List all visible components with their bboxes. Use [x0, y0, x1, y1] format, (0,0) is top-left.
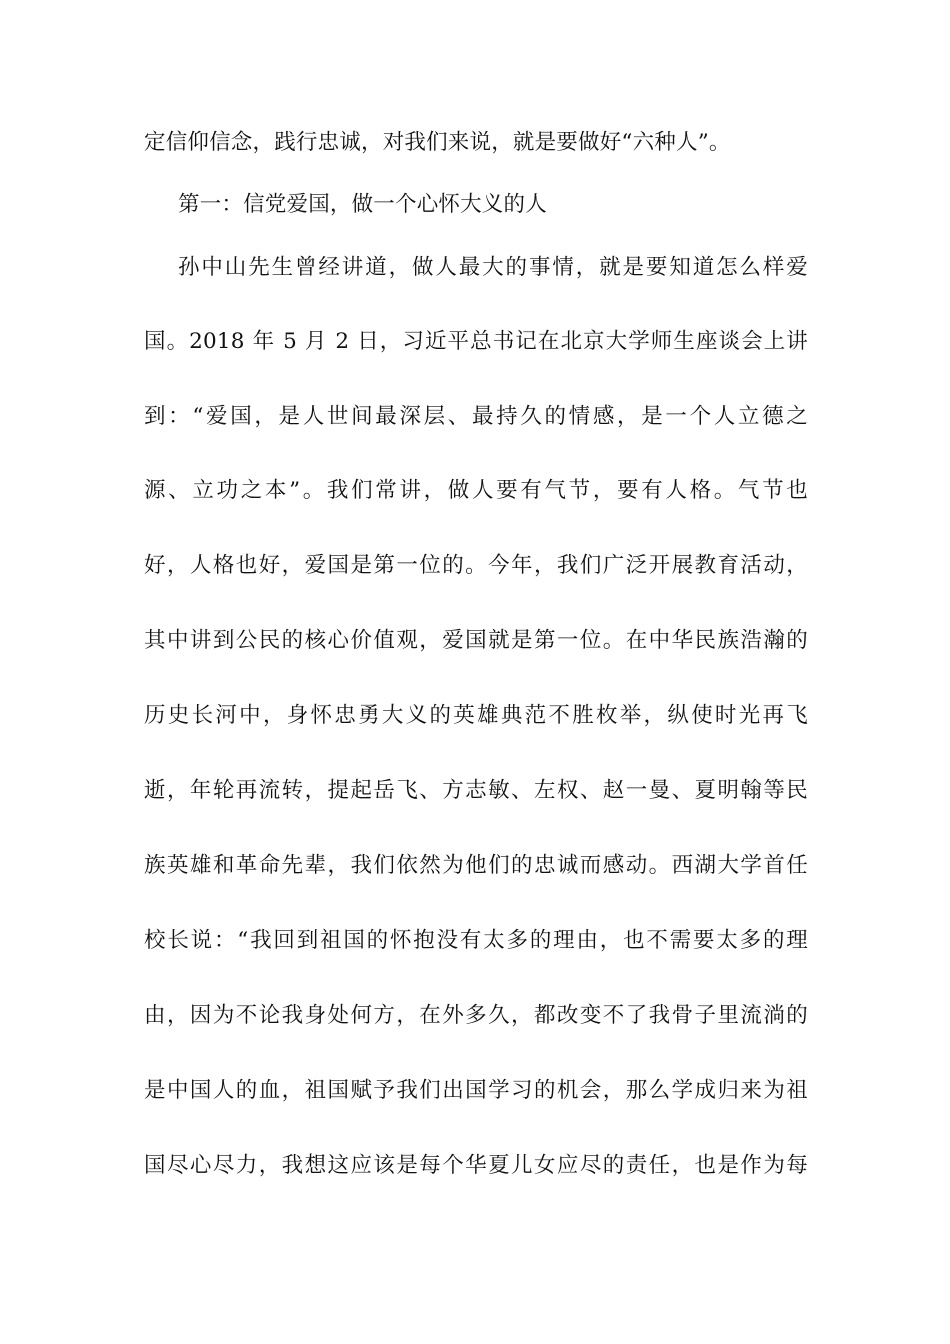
paragraph-line: 定信仰信念，践行忠诚，对我们来说，就是要做好“六种人”。: [144, 130, 731, 155]
section-heading: 第一：信党爱国，做一个心怀大义的人: [178, 192, 547, 217]
paragraph-line: 国。2018 年 5 月 2 日，习近平总书记在北京大学师生座谈会上讲: [144, 329, 808, 354]
paragraph-line: 孙中山先生曾经讲道，做人最大的事情，就是要知道怎么样爱: [178, 255, 808, 280]
paragraph-line: 是中国人的血，祖国赋予我们出国学习的机会，那么学成归来为祖: [144, 1078, 808, 1103]
paragraph-line: 由，因为不论我身处何方，在外多久，都改变不了我骨子里流淌的: [144, 1003, 808, 1028]
paragraph-line: 历史长河中，身怀忠勇大义的英雄典范不胜枚举，纵使时光再飞: [144, 703, 808, 728]
paragraph-line: 逝，年轮再流转，提起岳飞、方志敏、左权、赵一曼、夏明翰等民: [144, 778, 808, 803]
paragraph-line: 校长说：“我回到祖国的怀抱没有太多的理由，也不需要太多的理: [144, 928, 808, 953]
paragraph-line: 族英雄和革命先辈，我们依然为他们的忠诚而感动。西湖大学首任: [144, 853, 808, 878]
paragraph-line: 好，人格也好，爱国是第一位的。今年，我们广泛开展教育活动，: [144, 553, 808, 578]
paragraph-line: 国尽心尽力，我想这应该是每个华夏儿女应尽的责任，也是作为每: [144, 1153, 808, 1178]
paragraph-line: 到：“爱国，是人世间最深层、最持久的情感，是一个人立德之: [144, 404, 808, 429]
paragraph-line: 其中讲到公民的核心价值观，爱国就是第一位。在中华民族浩瀚的: [144, 628, 808, 653]
paragraph-line: 源、立功之本”。我们常讲，做人要有气节，要有人格。气节也: [144, 478, 808, 503]
